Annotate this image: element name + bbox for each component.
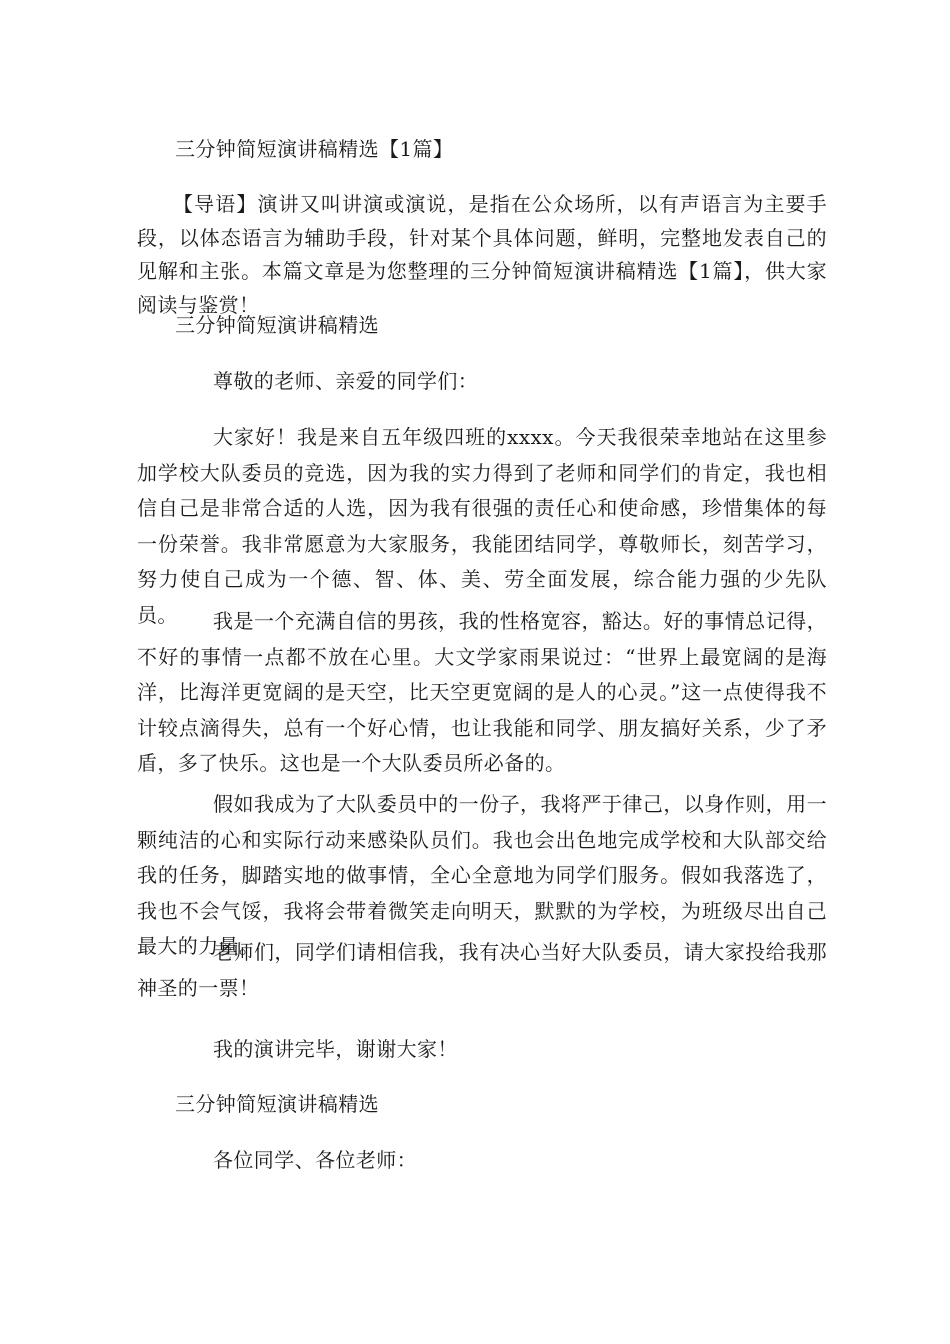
section1-salutation: 尊敬的老师、亲爱的同学们： bbox=[213, 369, 479, 393]
section1-paragraph-4: 老师们，同学们请相信我，我有决心当好大队委员，请大家投给我那神圣的一票！ bbox=[137, 940, 827, 1000]
section1-heading: 三分钟简短演讲稿精选 bbox=[175, 313, 379, 337]
section1-closing: 我的演讲完毕，谢谢大家！ bbox=[213, 1037, 458, 1061]
section2-heading: 三分钟简短演讲稿精选 bbox=[175, 1092, 379, 1116]
section1-paragraph-1: 大家好！我是来自五年级四班的xxxx。今天我很荣幸地站在这里参加学校大队委员的竞选，因为我的实力得到了老师和同学们的肯定，我也相信自己是非常合适的人选，因为我有很强的责任心和使命感，珍惜集体的每一份荣誉。我非常愿意为大家服务，我能团结同学，尊敬师长，刻苦学习，努力使自己成为一个德、智、体、美、劳全面发展，综合能力强的少先队员。 bbox=[137, 425, 827, 627]
section2-salutation: 各位同学、各位老师： bbox=[213, 1148, 417, 1172]
section1-paragraph-2: 我是一个充满自信的男孩，我的性格宽容，豁达。好的事情总记得，不好的事情一点都不放在心里。大文学家雨果说过：“世界上最宽阔的是海洋，比海洋更宽阔的是天空，比天空更宽阔的是人的心灵。”这一点使得我不计较点滴得失，总有一个好心情，也让我能和同学、朋友搞好关系，少了矛盾，多了快乐。这也是一个大队委员所必备的。 bbox=[137, 609, 827, 775]
section1-paragraph-3: 假如我成为了大队委员中的一份子，我将严于律己，以身作则，用一颗纯洁的心和实际行动来感染队员们。我也会出色地完成学校和大队部交给我的任务，脚踏实地的做事情，全心全意地为同学们服务。假如我落选了，我也不会气馁，我将会带着微笑走向明天，默默的为学校，为班级尽出自己最大的力量。 bbox=[137, 792, 827, 958]
document-title: 三分钟简短演讲稿精选【1篇】 bbox=[175, 137, 454, 161]
intro-paragraph: 【导语】演讲又叫讲演或演说，是指在公众场所，以有声语言为主要手段，以体态语言为辅助手段，针对某个具体问题，鲜明，完整地发表自己的见解和主张。本篇文章是为您整理的三分钟简短演讲稿精选【1篇】，供大家阅读与鉴赏！ bbox=[137, 192, 827, 317]
